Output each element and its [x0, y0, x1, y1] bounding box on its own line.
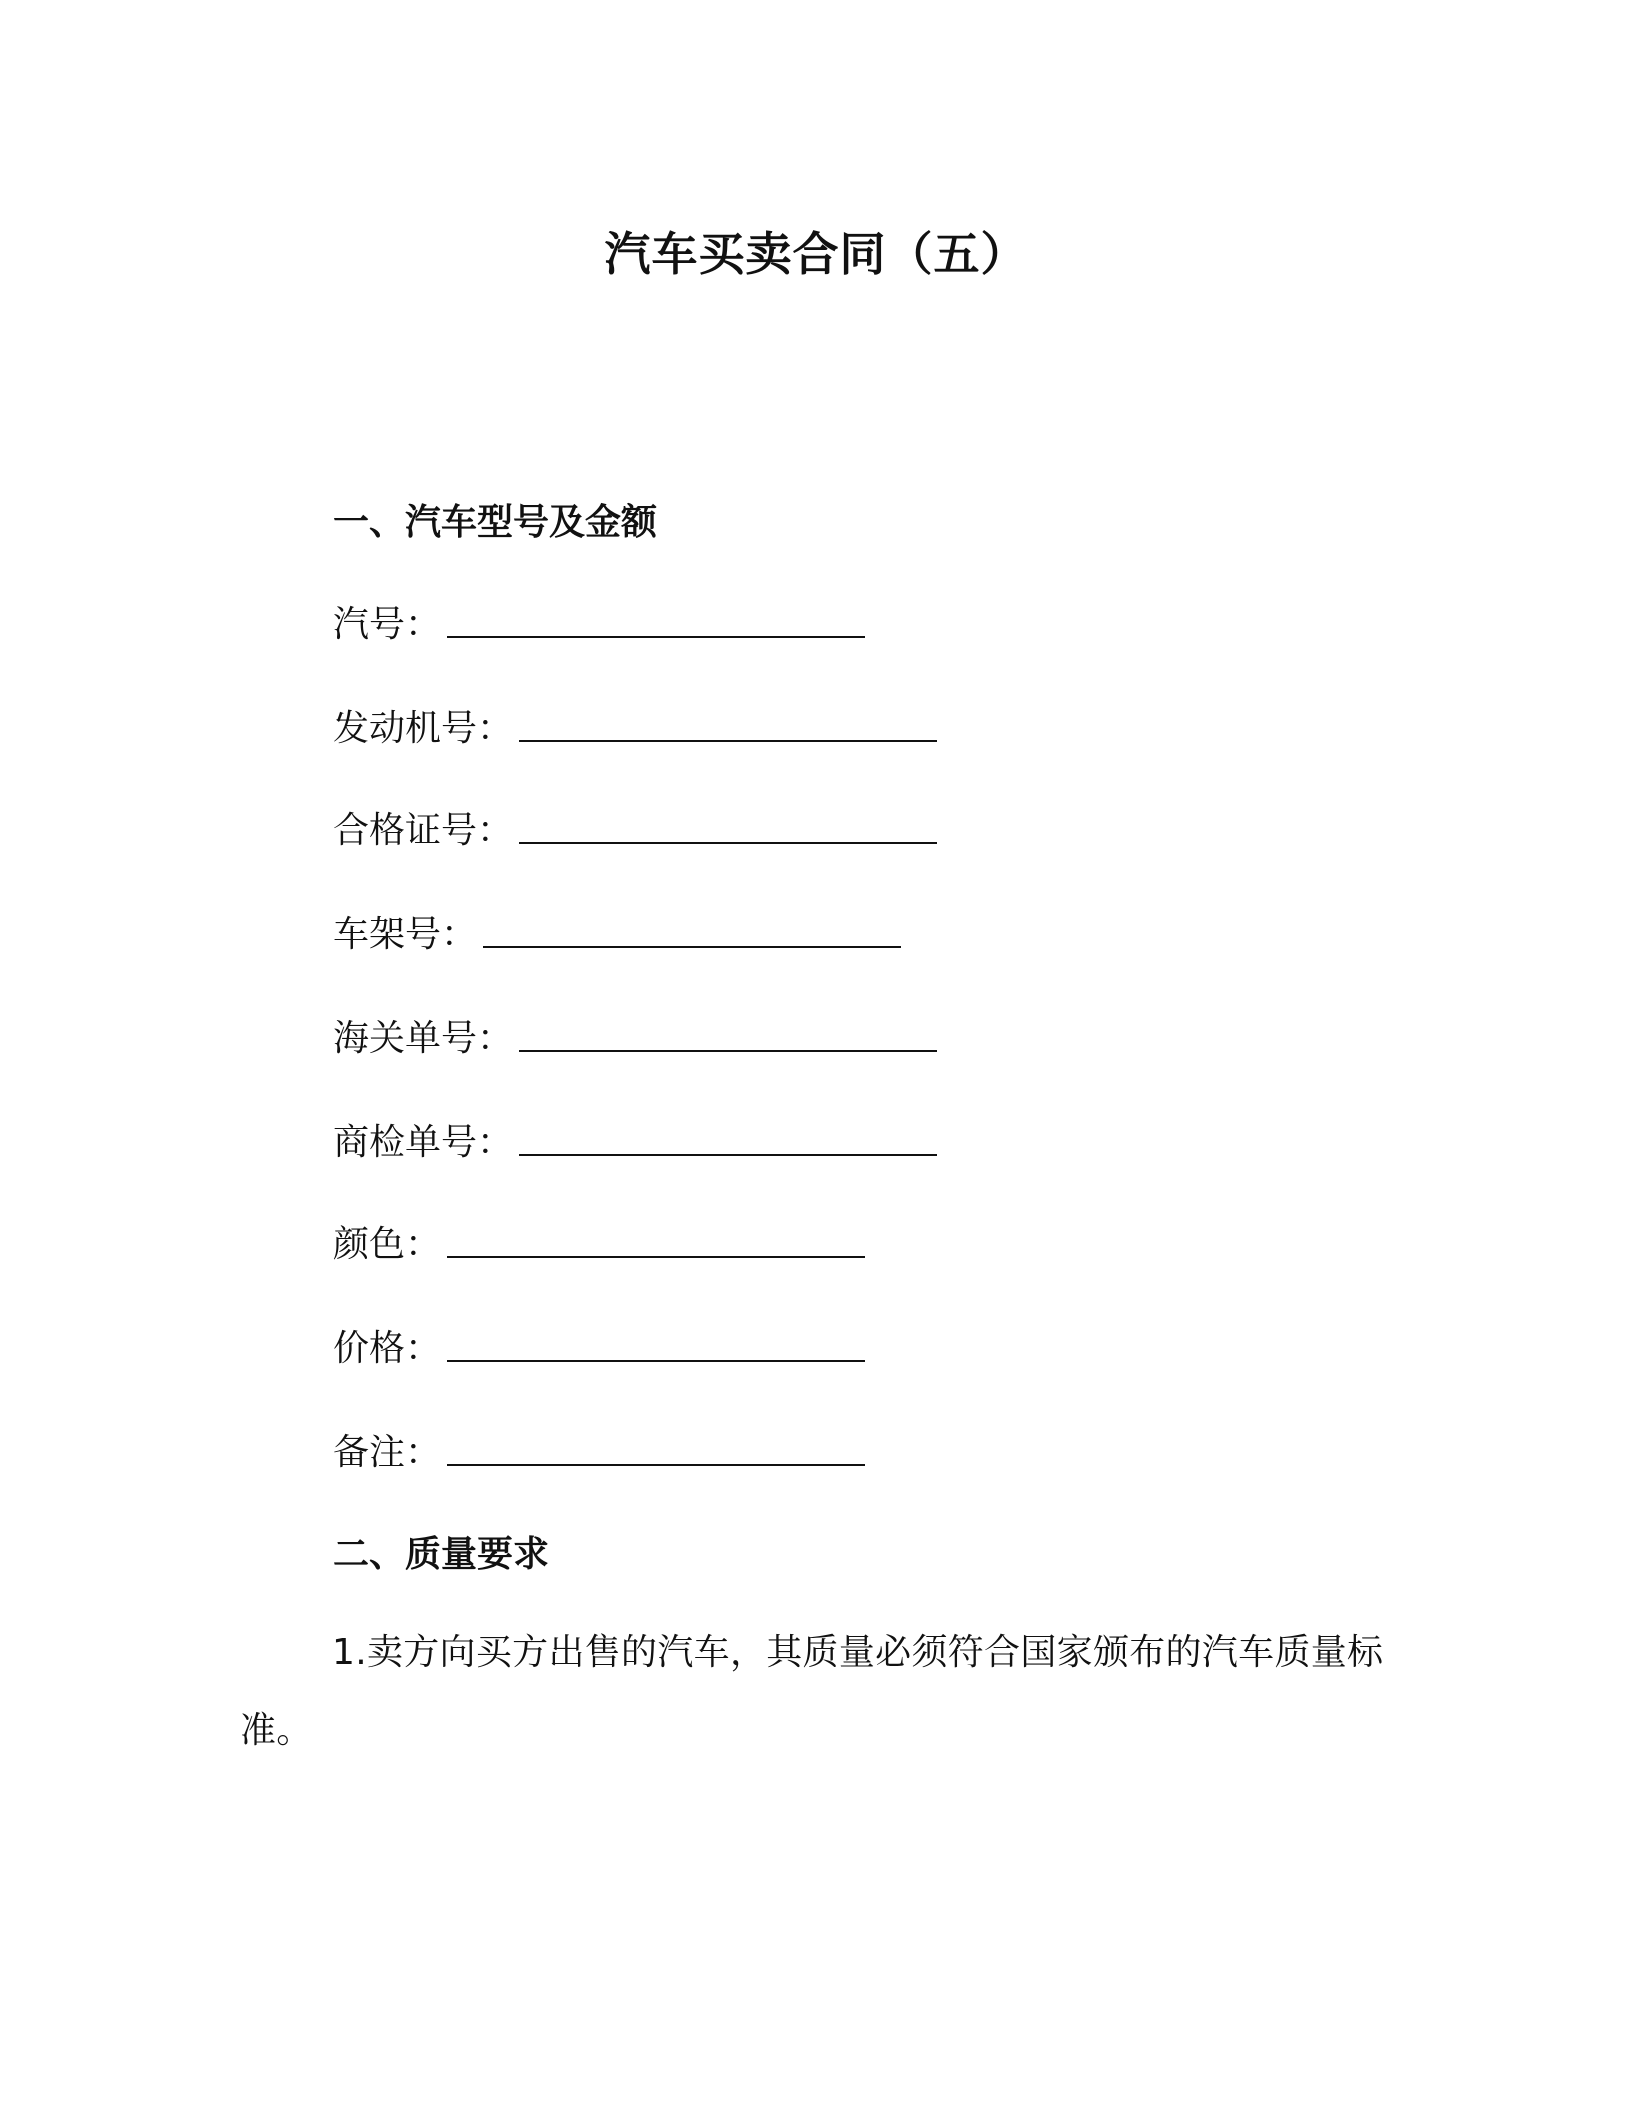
field-engine-number	[333, 700, 937, 751]
field-label: 价格：	[333, 1328, 442, 1369]
field-label: 车架号：	[333, 914, 478, 955]
blank-line	[447, 1430, 865, 1466]
field-inspection-number	[333, 1114, 937, 1165]
field-car-number	[333, 596, 865, 647]
blank-line	[519, 1016, 937, 1052]
blank-line	[519, 706, 937, 742]
field-customs-number	[333, 1010, 937, 1061]
field-label: 商检单号：	[333, 1122, 514, 1163]
field-remarks	[333, 1424, 865, 1475]
field-label: 海关单号：	[333, 1018, 514, 1059]
field-frame-number	[333, 906, 901, 957]
blank-line	[447, 1326, 865, 1362]
blank-line	[447, 602, 865, 638]
field-label: 颜色：	[333, 1224, 442, 1265]
document-title: 汽车买卖合同（五）	[604, 227, 1028, 281]
field-label: 汽号：	[333, 604, 442, 645]
section-1-heading: 一、汽车型号及金额	[333, 502, 658, 543]
blank-line	[519, 1120, 937, 1156]
field-color	[333, 1216, 865, 1267]
field-label: 合格证号：	[333, 810, 514, 851]
field-certificate-number	[333, 802, 937, 853]
field-price	[333, 1320, 865, 1371]
section-2-heading: 二、质量要求	[333, 1534, 550, 1575]
field-label: 备注：	[333, 1432, 442, 1473]
blank-line	[519, 808, 937, 844]
blank-line	[483, 912, 901, 948]
quality-clause-1: 1.卖方向买方出售的汽车，其质量必须符合国家颁布的汽车质量标准。	[240, 1632, 1384, 1751]
blank-line	[447, 1222, 865, 1258]
field-label: 发动机号：	[333, 708, 514, 749]
